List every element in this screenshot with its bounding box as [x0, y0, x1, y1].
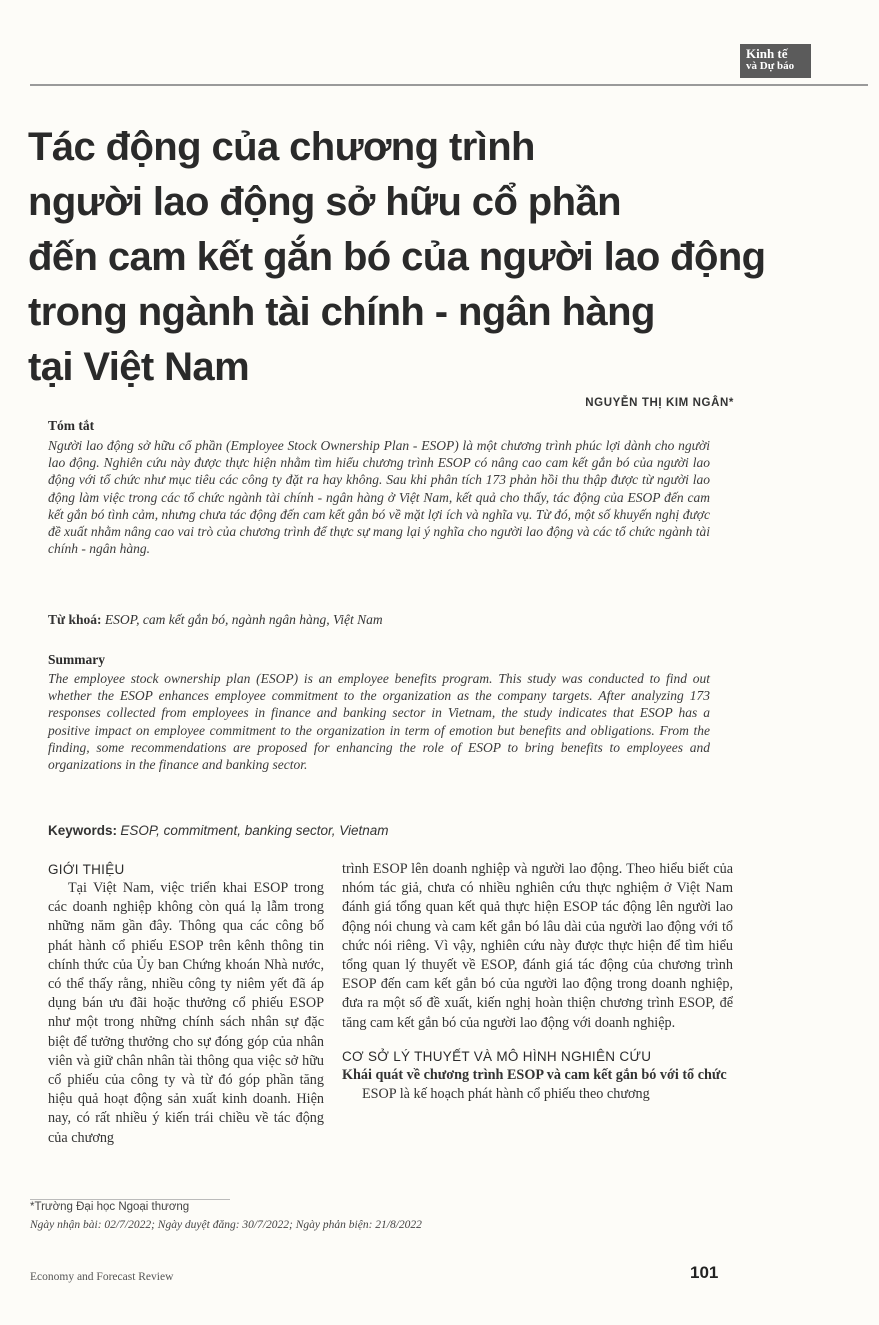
footnote-affiliation: *Trường Đại học Ngoại thương [30, 1201, 190, 1213]
journal-badge [740, 44, 811, 78]
footnote-dates: Ngày nhận bài: 02/7/2022; Ngày duyệt đăng: 30/7/2022; Ngày phản biện: 21/8/2022 [30, 1219, 422, 1231]
author-name: NGUYỄN THỊ KIM NGÂN* [585, 397, 734, 409]
title-line: trong ngành tài chính - ngân hàng [28, 290, 655, 334]
body-column-right [342, 860, 733, 1104]
keywords-vi-value: ESOP, cam kết gắn bó, ngành ngân hàng, Việt Nam [104, 612, 383, 627]
subsection-heading: Khái quát về chương trình ESOP và cam kết gắn bó với tổ chức [342, 1066, 727, 1083]
intro-heading: GIỚI THIỆU [48, 862, 125, 877]
abstract-vi-body: Người lao động sở hữu cổ phần (Employee Stock Ownership Plan - ESOP) là một chương trình phúc lợi dành cho người lao động. Nghiên cứu này được thực hiện nhằm tìm hiểu chương trình ESOP có nâng cao cam kết gắn bó của người lao động với tổ chức như mục tiêu các công ty đặt ra hay không. Sau khi phân tích 173 phản hồi thu thập được từ người lao động làm việc trong các tổ chức ngành tài chính - ngân hàng ở Việt Nam, kết quả cho thấy, tác động của ESOP đến cam kết gắn bó tình cảm, nhưng chưa tác động đến cam kết gắn bó về mặt lợi ích và nghĩa vụ. Từ đó, một số khuyến nghị được đề xuất nhằm nâng cao vai trò của chương trình để thực sự mang lại ý nghĩa cho người lao động và các tổ chức ngành tài chính - ngân hàng. [48, 438, 710, 557]
keywords-vi [48, 612, 383, 628]
title-line: tại Việt Nam [28, 345, 250, 389]
article-title [28, 120, 788, 395]
intro-continuation: trình ESOP lên doanh nghiệp và người lao động. Theo hiểu biết của nhóm tác giả, chưa có nhiều nghiên cứu thực nghiệm ở Việt Nam đánh giá tổng quan kết quả thực hiện ESOP tác động lên người lao động nói chung và cam kết gắn bó lâu dài của người lao động với tổ chức nói riêng. Vì vậy, nghiên cứu này được thực hiện để tìm hiểu tổng quan lý thuyết về ESOP, đánh giá tác động của chương trình ESOP đến cam kết gắn bó của người lao động trong doanh nghiệp, đưa ra một số đề xuất, kiến nghị hoàn thiện chương trình ESOP, để tăng cam kết gắn bó của người lao động với doanh nghiệp. [342, 861, 733, 1031]
footnote-rule [30, 1199, 230, 1200]
page-number: 101 [690, 1263, 719, 1282]
keywords-vi-label: Từ khoá: [48, 612, 102, 627]
keywords-en [48, 823, 389, 839]
title-line: đến cam kết gắn bó của người lao động [28, 235, 766, 279]
title-line: Tác động của chương trình [28, 125, 535, 169]
subsection-paragraph: ESOP là kế hoạch phát hành cổ phiếu theo chương [362, 1085, 650, 1102]
theory-heading: CƠ SỞ LÝ THUYẾT VÀ MÔ HÌNH NGHIÊN CỨU [342, 1048, 652, 1064]
title-line: người lao động sở hữu cổ phần [28, 180, 621, 224]
keywords-en-value: ESOP, commitment, banking sector, Vietnam [120, 823, 389, 838]
journal-footer: Economy and Forecast Review [30, 1271, 174, 1283]
abstract-en-body: The employee stock ownership plan (ESOP) is an employee benefits program. This study was conducted to find out whether the ESOP enhances employee commitment to the organization as the company targets. After analyzing 173 responses collected from employees in finance and banking sector in Vietnam, the study indicates that ESOP has a positive impact on employee commitment to the organization in term of emotion but benefits and obligations. From the finding, some recommendations are proposed for enhancing the role of ESOP to bring benefits to employees and organizations in the finance and banking sector. [48, 671, 710, 773]
intro-paragraph: Tại Việt Nam, việc triển khai ESOP trong các doanh nghiệp không còn quá lạ lẫm trong những năm gần đây. Thông qua các công bố phát hành cổ phiếu ESOP trên kênh thông tin chính thức của Ủy ban Chứng khoán Nhà nước, có thể thấy rằng, nhiều công ty niêm yết đã áp dụng bán ưu đãi hoặc thưởng cổ phiếu ESOP như một trong những chính sách nhân sự đặc biệt để tưởng thưởng cho sự đóng góp của nhân viên và giữ chân nhân tài thông qua việc sở hữu cổ phiếu của công ty và từ đó góp phần tăng hiệu quả hoạt động sản xuất kinh doanh. Hiện nay, có rất nhiều ý kiến trái chiều về tác động của chương [48, 880, 324, 1146]
badge-line-1: Kinh tế [746, 46, 788, 61]
badge-line-2: và Dự báo [746, 60, 795, 72]
body-column-left [48, 860, 324, 1148]
header-rule [30, 84, 868, 86]
abstract-vi-heading: Tóm tắt [48, 418, 95, 433]
keywords-en-label: Keywords: [48, 823, 118, 838]
abstract-en-heading: Summary [48, 652, 105, 667]
